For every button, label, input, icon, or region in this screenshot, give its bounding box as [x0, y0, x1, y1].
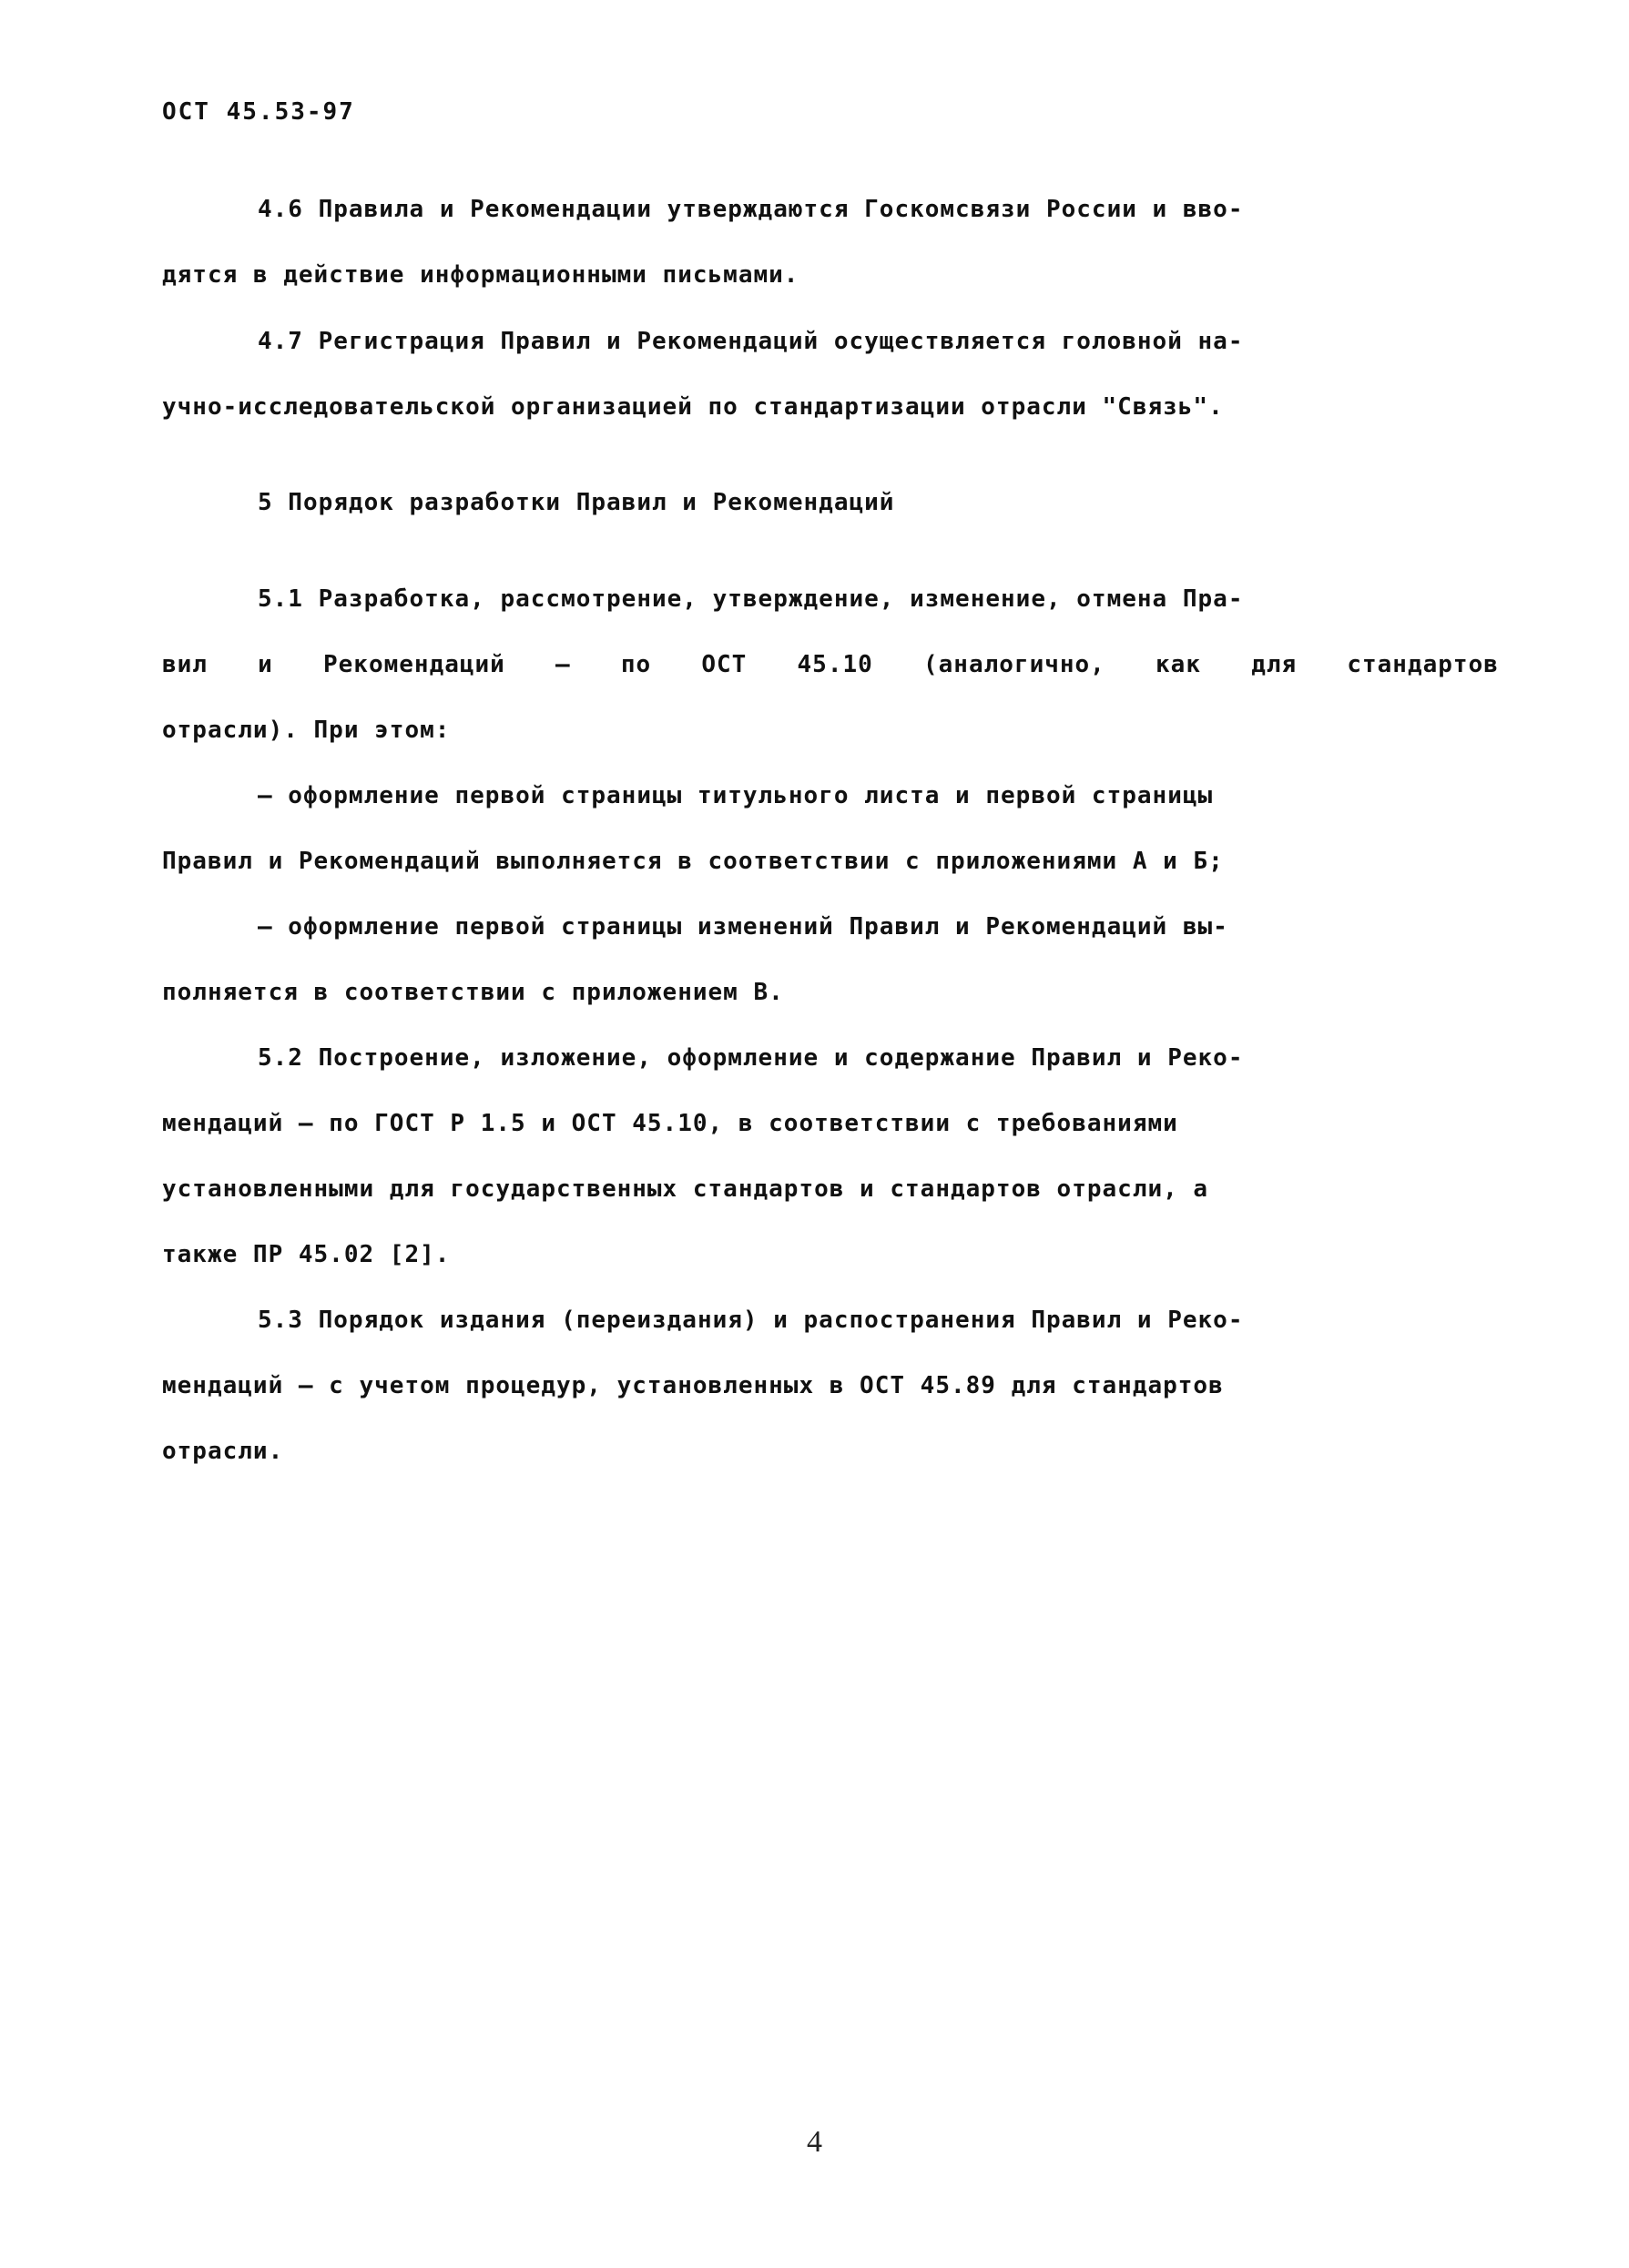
clause-4-7-line-1: 4.7 Регистрация Правил и Рекомендаций осуществляется головной на-	[258, 328, 1244, 355]
clause-5-3-line-1: 5.3 Порядок издания (переиздания) и распостранения Правил и Реко-	[258, 1307, 1244, 1334]
clause-5-3-line-3: отрасли.	[162, 1438, 284, 1465]
page-number: 4	[807, 2125, 822, 2159]
document-code-header: ОСТ 45.53-97	[162, 98, 355, 126]
clause-5-1-line-2-word: для	[1251, 651, 1298, 678]
clause-5-1-line-2-word: по	[620, 651, 652, 678]
clause-5-1-line-2-word: Рекомендаций	[323, 651, 505, 678]
clause-5-1-line-2-word: как	[1156, 651, 1201, 678]
clause-5-2-line-2: мендаций – по ГОСТ Р 1.5 и ОСТ 45.10, в соответствии с требованиями	[162, 1110, 1178, 1137]
clause-4-7-line-2: учно-исследовательской организацией по стандартизации отрасли "Связь".	[162, 393, 1224, 421]
clause-5-1-bullet-2-line-1: – оформление первой страницы изменений Правил и Рекомендаций вы-	[258, 913, 1228, 941]
clause-4-6-line-1: 4.6 Правила и Рекомендации утверждаются Госкомсвязи России и вво-	[258, 196, 1244, 223]
clause-5-2-line-4: также ПР 45.02 [2].	[162, 1241, 451, 1268]
clause-4-6-line-2: дятся в действие информационными письмами.	[162, 261, 799, 289]
clause-5-1-bullet-1-line-1: – оформление первой страницы титульного листа и первой страницы	[258, 782, 1214, 809]
clause-5-2-line-1: 5.2 Построение, изложение, оформление и содержание Правил и Реко-	[258, 1044, 1244, 1072]
clause-5-1-line-2-word: ОСТ	[701, 651, 748, 678]
section-5-heading: 5 Порядок разработки Правил и Рекомендаций	[258, 489, 895, 516]
clause-5-1-line-2-word: –	[555, 651, 571, 678]
clause-5-1-line-2-word: (аналогично,	[923, 651, 1105, 678]
clause-5-1-bullet-2-line-2: полняется в соответствии с приложением В.	[162, 979, 784, 1006]
clause-5-2-line-3: установленными для государственных стандартов и стандартов отрасли, а	[162, 1175, 1209, 1203]
clause-5-1-line-1: 5.1 Разработка, рассмотрение, утверждение, изменение, отмена Пра-	[258, 585, 1244, 613]
clause-5-1-line-2-word: и	[258, 651, 273, 678]
clause-5-3-line-2: мендаций – с учетом процедур, установленных в ОСТ 45.89 для стандартов	[162, 1372, 1224, 1399]
clause-5-1-line-2	[162, 651, 1499, 678]
clause-5-1-line-2-word: вил	[162, 651, 208, 678]
clause-5-1-line-3: отрасли). При этом:	[162, 717, 451, 744]
clause-5-1-line-2-word: стандартов	[1347, 651, 1499, 678]
clause-5-1-bullet-1-line-2: Правил и Рекомендаций выполняется в соответствии с приложениями А и Б;	[162, 848, 1224, 875]
clause-5-1-line-2-word: 45.10	[797, 651, 873, 678]
